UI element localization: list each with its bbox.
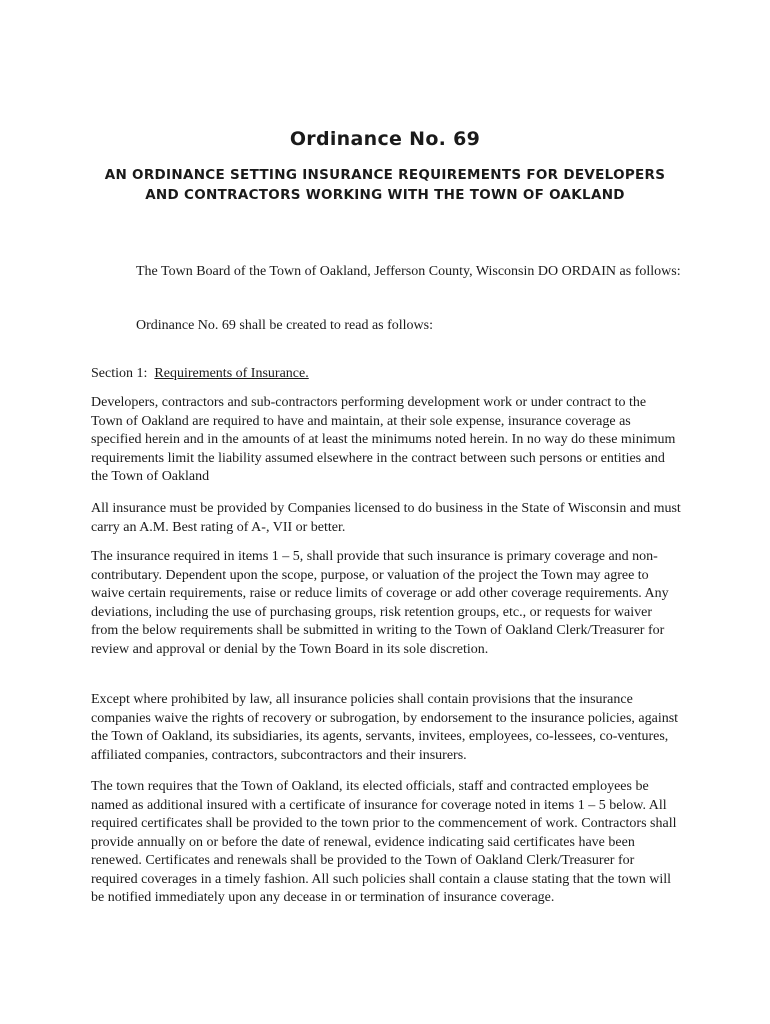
paragraph-insurance-companies: All insurance must be provided by Companies licensed to do business in the State of Wisconsin and must carry an A.M. Best rating of A-, VII or better. [91,501,681,535]
document-title: Ordinance No. 69 [289,128,481,150]
paragraph-primary-coverage: The insurance required in items 1 – 5, shall provide that such insurance is primary coverage and non-contributary. Dependent upon the scope, purpose, or valuation of the project the Town may agree to waive certain requirements, raise or reduce limits of coverage or add other coverage requirements. Any deviations, including the use of purchasing groups, risk retention groups, etc., or requests for waiver from the below requirements shall be submitted in writing to the Town of Oakland Clerk/Treasurer for review and approval or denial by the Town Board in its sole discretion. [91,549,669,657]
paragraph-additional-insured: The town requires that the Town of Oakland, its elected officials, staff and contracted employees be named as additional insured with a certificate of insurance for coverage noted in items 1 – 5 below. All required certificates shall be provided to the town prior to the commencement of work. Contractors shall provide annually on or before the date of renewal, evidence indicating said certificates have been renewed. Certificates and renewals shall be provided to the Town of Oakland Clerk/Treasurer for required coverages in a timely fashion. All such policies shall contain a clause stating that the town will be notified immediately upon any decease in or termination of insurance coverage. [91,779,677,905]
document-subtitle: AN ORDINANCE SETTING INSURANCE REQUIREMENTS FOR DEVELOPERS AND CONTRACTORS WORKING WITH THE TOWN OF OAKLAND [104,167,666,203]
section-1-title: Requirements of Insurance. [154,366,309,381]
paragraph-subrogation: Except where prohibited by law, all insurance policies shall contain provisions that the insurance companies waive the rights of recovery or subrogation, by endorsement to the insurance policies, against the Town of Oakland, its subsidiaries, its agents, servants, invitees, employees, co-lessees, co-ventures, affiliated companies, contractors, subcontractors and their insurers. [91,692,679,763]
preamble-paragraph: The Town Board of the Town of Oakland, Jefferson County, Wisconsin DO ORDAIN as follows: [136,264,681,279]
section-1-label: Section 1: [91,366,148,381]
section-1-heading [91,365,681,384]
paragraph-developers: Developers, contractors and sub-contractors performing development work or under contract to the Town of Oakland are required to have and maintain, at their sole expense, insurance coverage as specified herein and in the amounts of at least the minimums noted herein. In no way do these minimum requirements limit the liability assumed elsewhere in the contract between such persons or entities and the Town of Oakland [91,395,676,484]
created-line: Ordinance No. 69 shall be created to read as follows: [136,318,434,333]
